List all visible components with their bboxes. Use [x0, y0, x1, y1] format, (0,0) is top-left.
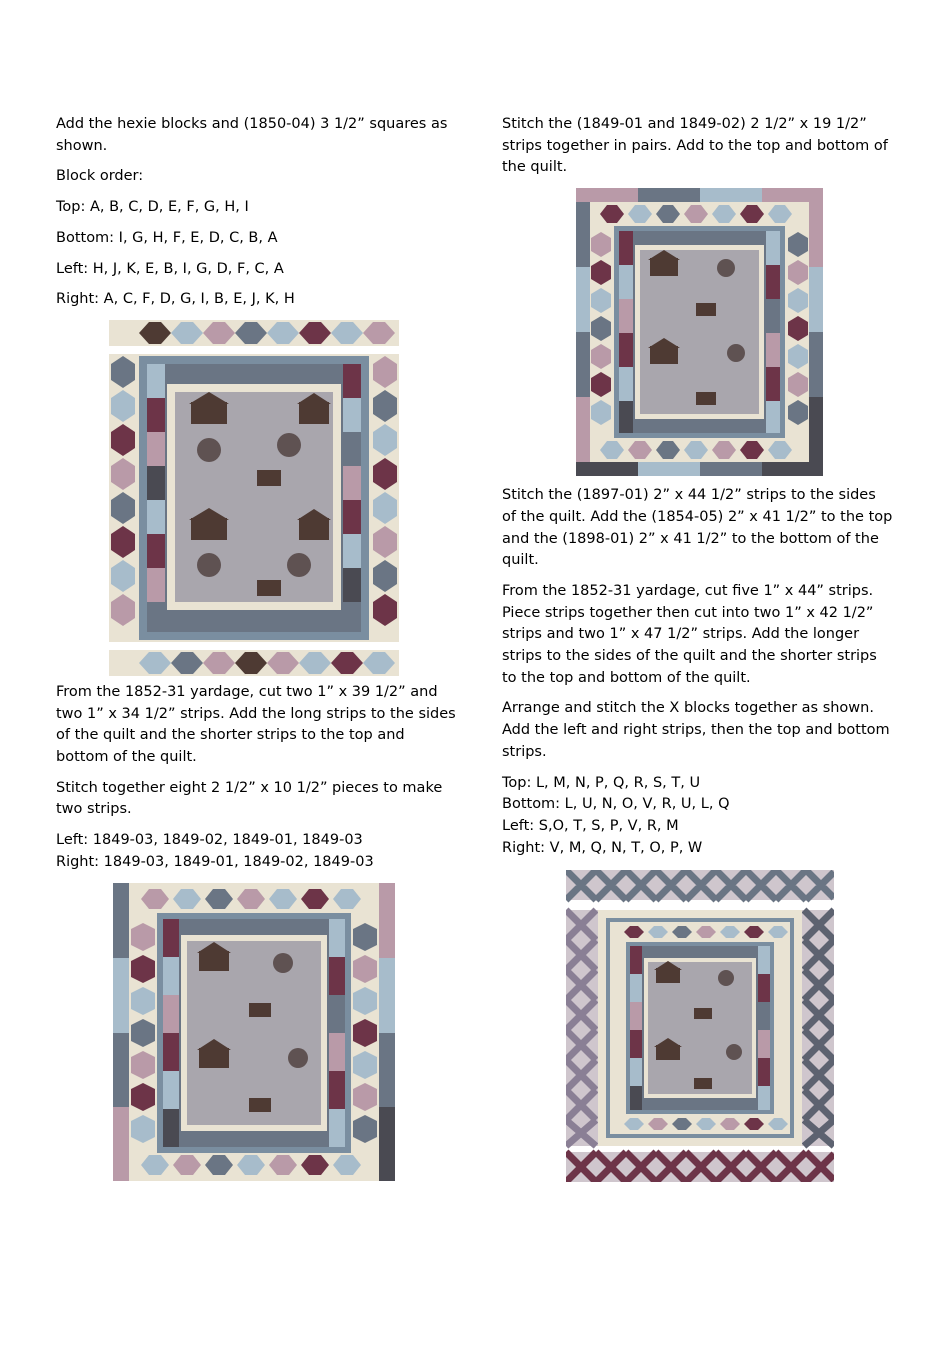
- quilt-hexie-illustration: [109, 320, 399, 676]
- pieced-bottom-strip: [576, 462, 823, 476]
- x-order-bottom: Bottom: L, U, N, O, V, R, U, L, Q: [502, 796, 730, 813]
- strips-cut-text: From the 1852-31 yardage, cut two 1” x 39 1/2” and two 1” x 34 1/2” strips. Add the long strips to the sides of the quilt and the shorter strips to the top and bottom of the quilt.: [56, 683, 456, 766]
- yardage-text: From the 1852-31 yardage, cut five 1” x 44” strips. Piece strips together then cut into two 1” x 42 1/2” strips and two 1” x 47 1/2” strips. Add the longer strips to the sides of the quilt and the shorter strips to the top and bottom of the quilt.: [502, 582, 877, 686]
- block-order-top: Top: A, B, C, D, E, F, G, H, I: [56, 199, 249, 216]
- hexie-intro-text: Add the hexie blocks and (1850-04) 3 1/2” squares as shown.: [56, 116, 448, 154]
- stitch-eight-text: Stitch together eight 2 1/2” x 10 1/2” pieces to make two strips.: [56, 779, 443, 818]
- pieced-side-left: [576, 202, 590, 462]
- quilt-side-strips-illustration: [113, 883, 395, 1181]
- right-column: [502, 114, 894, 1182]
- pieced-side-right: [809, 202, 823, 462]
- side-strip-right: [379, 883, 395, 1181]
- sides-strips-text: Stitch the (1897-01) 2” x 44 1/2” strips to the sides of the quilt. Add the (1854-05) 2” x 41 1/2” to the top and the (1898-01) 2” x 41 1/2” to the bottom of the quilt.: [502, 487, 893, 569]
- quilt-image-side-strips: [113, 883, 395, 1181]
- block-order-heading: Block order:: [56, 168, 144, 185]
- x-order-right: Right: V, M, Q, N, T, O, P, W: [502, 839, 703, 856]
- quilt-x-blocks-illustration: [566, 870, 834, 1182]
- side-strip-left: [113, 883, 129, 1181]
- block-order-left: Left: H, J, K, E, B, I, G, D, F, C, A: [56, 260, 284, 277]
- pairs-text: Stitch the (1849-01 and 1849-02) 2 1/2” x 19 1/2” strips together in pairs. Add to the top and bottom of the quilt.: [502, 116, 888, 176]
- left-column: [56, 114, 456, 1181]
- strip-order-left: Left: 1849-03, 1849-02, 1849-01, 1849-03: [56, 832, 363, 849]
- x-strip-top: [566, 870, 834, 900]
- quilt-image-hexie: [109, 320, 399, 676]
- arrange-x-text: Arrange and stitch the X blocks together as shown. Add the left and right strips, then the top and bottom strips.: [502, 700, 890, 760]
- strip-order-right: Right: 1849-03, 1849-01, 1849-02, 1849-03: [56, 853, 374, 870]
- x-order-top: Top: L, M, N, P, Q, R, S, T, U: [502, 774, 701, 791]
- x-strip-bottom: [566, 1152, 834, 1182]
- x-order-left: Left: S,O, T, S, P, V, R, M: [502, 817, 679, 834]
- pieced-top-strip: [576, 188, 823, 202]
- block-order-bottom: Bottom: I, G, H, F, E, D, C, B, A: [56, 229, 278, 246]
- block-order-right: Right: A, C, F, D, G, I, B, E, J, K, H: [56, 291, 295, 308]
- quilt-image-x-blocks: [566, 870, 834, 1182]
- quilt-top-bottom-illustration: [576, 188, 823, 476]
- quilt-image-top-bottom-strips: [576, 188, 823, 476]
